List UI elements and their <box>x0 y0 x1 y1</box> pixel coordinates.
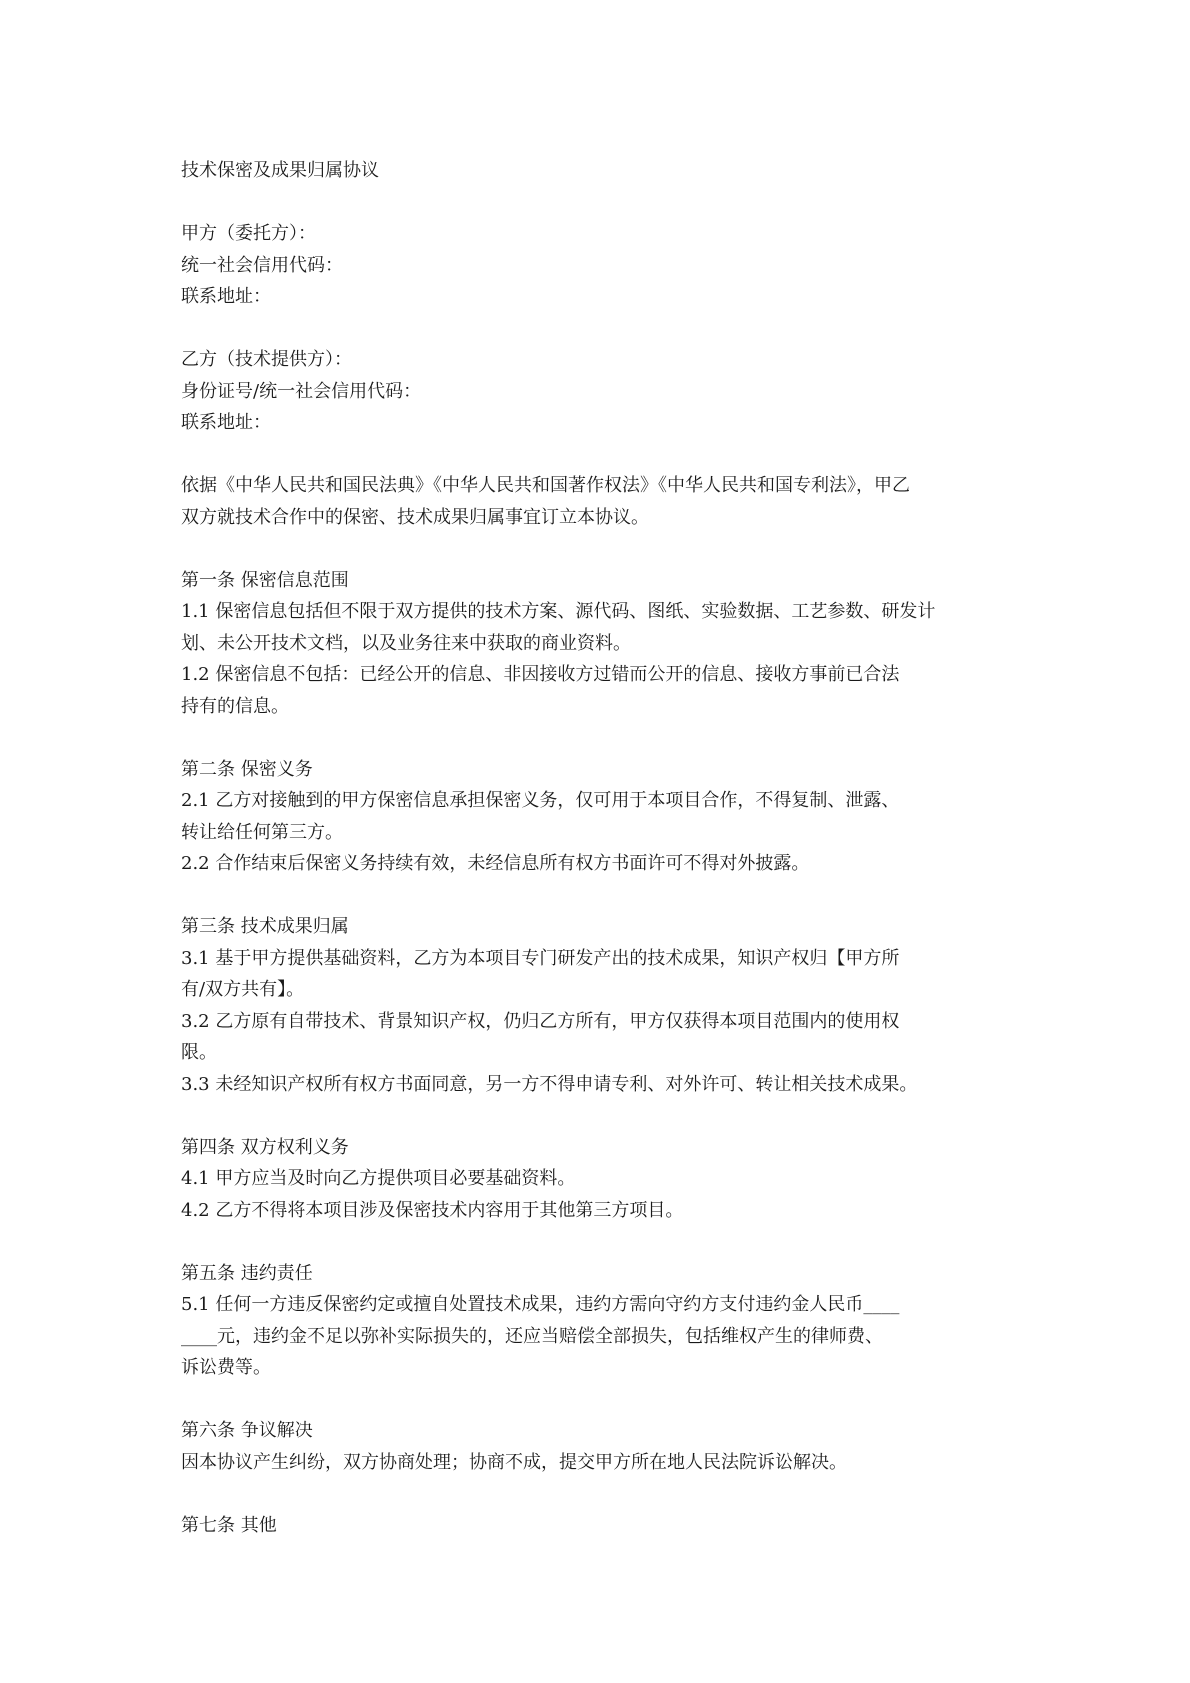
article-heading: 第五条 违约责任 <box>181 1262 313 1284</box>
clause-line: 持有的信息。 <box>181 695 289 717</box>
party-a-credit-code: 统一社会信用代码： <box>181 254 343 276</box>
clause-line: 3.3 未经知识产权所有权方书面同意，另一方不得申请专利、对外许可、转让相关技术成果。 <box>181 1073 918 1095</box>
spacer <box>181 1226 1021 1258</box>
party-b-label: 乙方（技术提供方）： <box>181 349 352 370</box>
spacer <box>181 880 1021 912</box>
spacer <box>181 439 1021 471</box>
clause-line: 3.1 基于甲方提供基础资料，乙方为本项目专门研发产出的技术成果，知识产权归【甲方所 <box>181 947 900 969</box>
spacer <box>181 187 1021 219</box>
article-1 <box>181 565 1021 723</box>
spacer <box>181 1384 1021 1416</box>
spacer <box>181 1100 1021 1132</box>
clause-line: 3.2 乙方原有自带技术、背景知识产权，仍归乙方所有，甲方仅获得本项目范围内的使用权 <box>181 1010 900 1032</box>
clause-line: ____元，违约金不足以弥补实际损失的，还应当赔偿全部损失，包括维权产生的律师费、 <box>181 1325 883 1347</box>
clause-line: 因本协议产生纠纷，双方协商处理；协商不成，提交甲方所在地人民法院诉讼解决。 <box>181 1451 847 1473</box>
article-heading: 第一条 保密信息范围 <box>181 569 349 591</box>
clause-line: 1.1 保密信息包括但不限于双方提供的技术方案、源代码、图纸、实验数据、工艺参数、研发计 <box>181 601 936 622</box>
spacer <box>181 533 1021 565</box>
article-7 <box>181 1510 1021 1542</box>
preamble-line: 依据《中华人民共和国民法典》《中华人民共和国著作权法》《中华人民共和国专利法》，甲乙 <box>181 475 910 496</box>
article-heading: 第三条 技术成果归属 <box>181 916 349 937</box>
article-4 <box>181 1132 1021 1227</box>
party-a-block <box>181 218 1021 313</box>
party-a-address: 联系地址： <box>181 286 271 307</box>
clause-line: 2.1 乙方对接触到的甲方保密信息承担保密义务，仅可用于本项目合作，不得复制、泄露、 <box>181 790 900 811</box>
article-5 <box>181 1258 1021 1384</box>
party-a-label: 甲方（委托方）： <box>181 223 316 244</box>
article-3 <box>181 911 1021 1100</box>
party-b-block <box>181 344 1021 439</box>
party-b-id-code: 身份证号/统一社会信用代码： <box>181 380 422 402</box>
spacer <box>181 313 1021 345</box>
clause-line: 转让给任何第三方。 <box>181 821 343 843</box>
clause-line: 限。 <box>181 1042 217 1063</box>
clause-line: 4.1 甲方应当及时向乙方提供项目必要基础资料。 <box>181 1168 576 1189</box>
document-page <box>181 155 1021 1541</box>
clause-line: 划、未公开技术文档，以及业务往来中获取的商业资料。 <box>181 632 631 654</box>
clause-line: 诉讼费等。 <box>181 1357 271 1378</box>
party-b-address: 联系地址： <box>181 412 271 433</box>
clause-line: 有/双方共有】。 <box>181 979 305 1000</box>
article-6 <box>181 1415 1021 1478</box>
spacer <box>181 722 1021 754</box>
article-heading: 第六条 争议解决 <box>181 1420 313 1441</box>
document-title: 技术保密及成果归属协议 <box>181 160 379 181</box>
article-heading: 第四条 双方权利义务 <box>181 1136 349 1158</box>
clause-line: 1.2 保密信息不包括：已经公开的信息、非因接收方过错而公开的信息、接收方事前已合法 <box>181 664 900 685</box>
spacer <box>181 1478 1021 1510</box>
preamble-line: 双方就技术合作中的保密、技术成果归属事宜订立本协议。 <box>181 506 649 528</box>
clause-line: 2.2 合作结束后保密义务持续有效，未经信息所有权方书面许可不得对外披露。 <box>181 853 810 874</box>
article-2 <box>181 754 1021 880</box>
document-title-block <box>181 155 1021 187</box>
article-heading: 第七条 其他 <box>181 1514 277 1536</box>
preamble-block <box>181 470 1021 533</box>
clause-line: 4.2 乙方不得将本项目涉及保密技术内容用于其他第三方项目。 <box>181 1199 684 1221</box>
clause-line: 5.1 任何一方违反保密约定或擅自处置技术成果，违约方需向守约方支付违约金人民币____ <box>181 1294 900 1315</box>
article-heading: 第二条 保密义务 <box>181 758 313 780</box>
